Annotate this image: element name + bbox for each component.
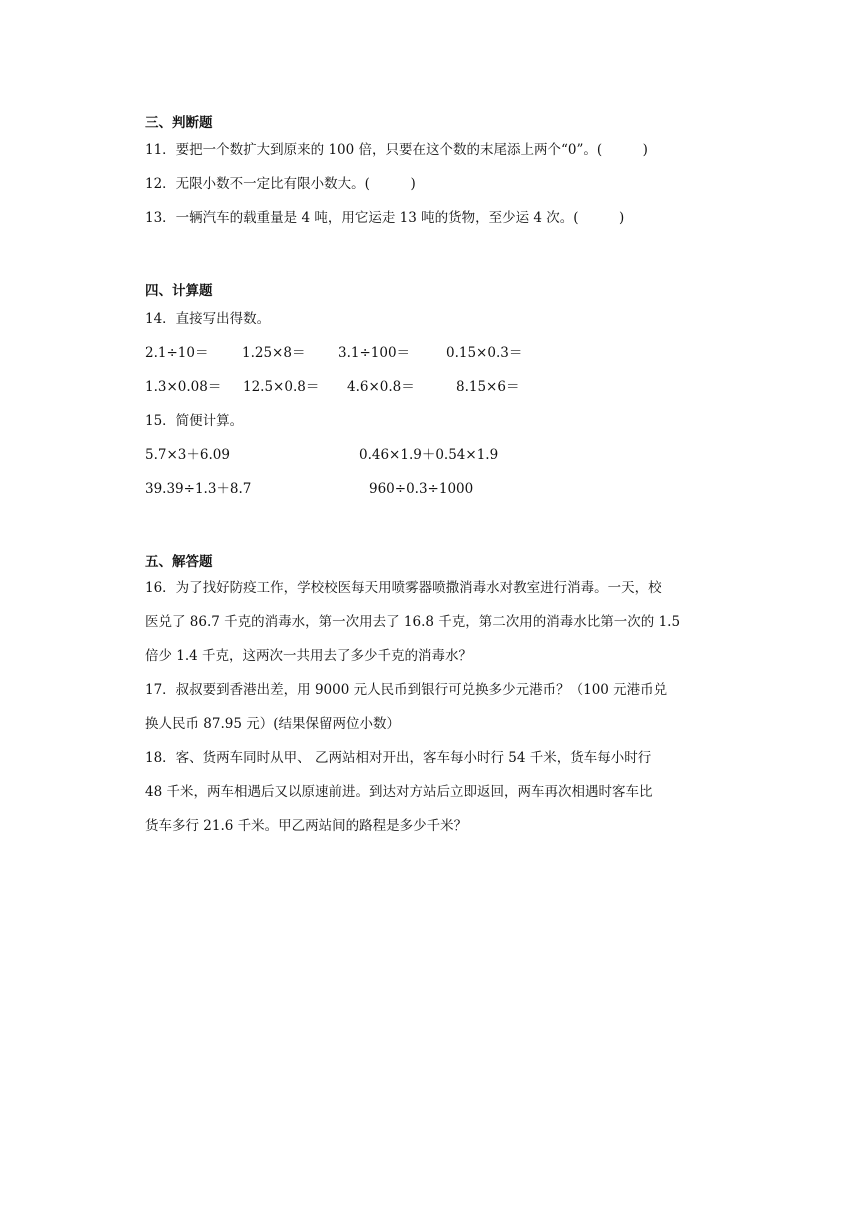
question-14: 14．直接写出得数。 bbox=[145, 311, 271, 327]
section-title-word-problems: 五、解答题 bbox=[145, 554, 213, 570]
question-11: 11．要把一个数扩大到原来的 100 倍，只要在这个数的末尾添上两个“0”。( ) bbox=[145, 142, 648, 158]
question-18-line-1: 18．客、货两车同时从甲、 乙两站相对开出，客车每小时行 54 千米，货车每小时行 bbox=[145, 750, 652, 766]
oral-calc-2-3: 4.6×0.8＝ bbox=[347, 379, 415, 395]
question-17-line-1: 17．叔叔要到香港出差，用 9000 元人民币到银行可兑换多少元港币？（100 元港币兑 bbox=[145, 682, 668, 698]
oral-calc-1-3: 3.1÷100＝ bbox=[338, 345, 411, 361]
oral-calc-1-1: 2.1÷10＝ bbox=[145, 345, 209, 361]
question-18-line-2: 48 千米，两车相遇后又以原速前进。到达对方站后立即返回，两车再次相遇时客车比 bbox=[145, 784, 653, 800]
simplify-calc-4: 960÷0.3÷1000 bbox=[369, 481, 474, 497]
simplify-calc-3: 39.39÷1.3＋8.7 bbox=[145, 481, 252, 497]
question-16-line-3: 倍少 1.4 千克，这两次一共用去了多少千克的消毒水？ bbox=[145, 648, 473, 664]
question-17-line-2: 换人民币 87.95 元）(结果保留两位小数） bbox=[145, 716, 400, 732]
question-12: 12．无限小数不一定比有限小数大。( ) bbox=[145, 176, 416, 192]
oral-calc-1-4: 0.15×0.3＝ bbox=[446, 345, 523, 361]
section-title-calculation: 四、计算题 bbox=[145, 283, 213, 299]
simplify-calc-1: 5.7×3＋6.09 bbox=[145, 447, 230, 463]
question-15: 15．简便计算。 bbox=[145, 413, 244, 429]
oral-calc-2-2: 12.5×0.8＝ bbox=[243, 379, 320, 395]
simplify-calc-2: 0.46×1.9＋0.54×1.9 bbox=[359, 447, 499, 463]
oral-calc-2-4: 8.15×6＝ bbox=[456, 379, 520, 395]
oral-calc-2-1: 1.3×0.08＝ bbox=[145, 379, 222, 395]
section-title-judgment: 三、判断题 bbox=[145, 115, 213, 131]
question-13: 13．一辆汽车的载重量是 4 吨，用它运走 13 吨的货物，至少运 4 次。( ) bbox=[145, 210, 625, 226]
question-16-line-2: 医兑了 86.7 千克的消毒水，第一次用去了 16.8 千克，第二次用的消毒水比第一次的 1.5 bbox=[145, 614, 681, 630]
oral-calc-1-2: 1.25×8＝ bbox=[242, 345, 306, 361]
question-16-line-1: 16．为了找好防疫工作，学校校医每天用喷雾器喷撒消毒水对教室进行消毒。一天，校 bbox=[145, 580, 662, 596]
question-18-line-3: 货车多行 21.6 千米。甲乙两站间的路程是多少千米？ bbox=[145, 818, 468, 834]
